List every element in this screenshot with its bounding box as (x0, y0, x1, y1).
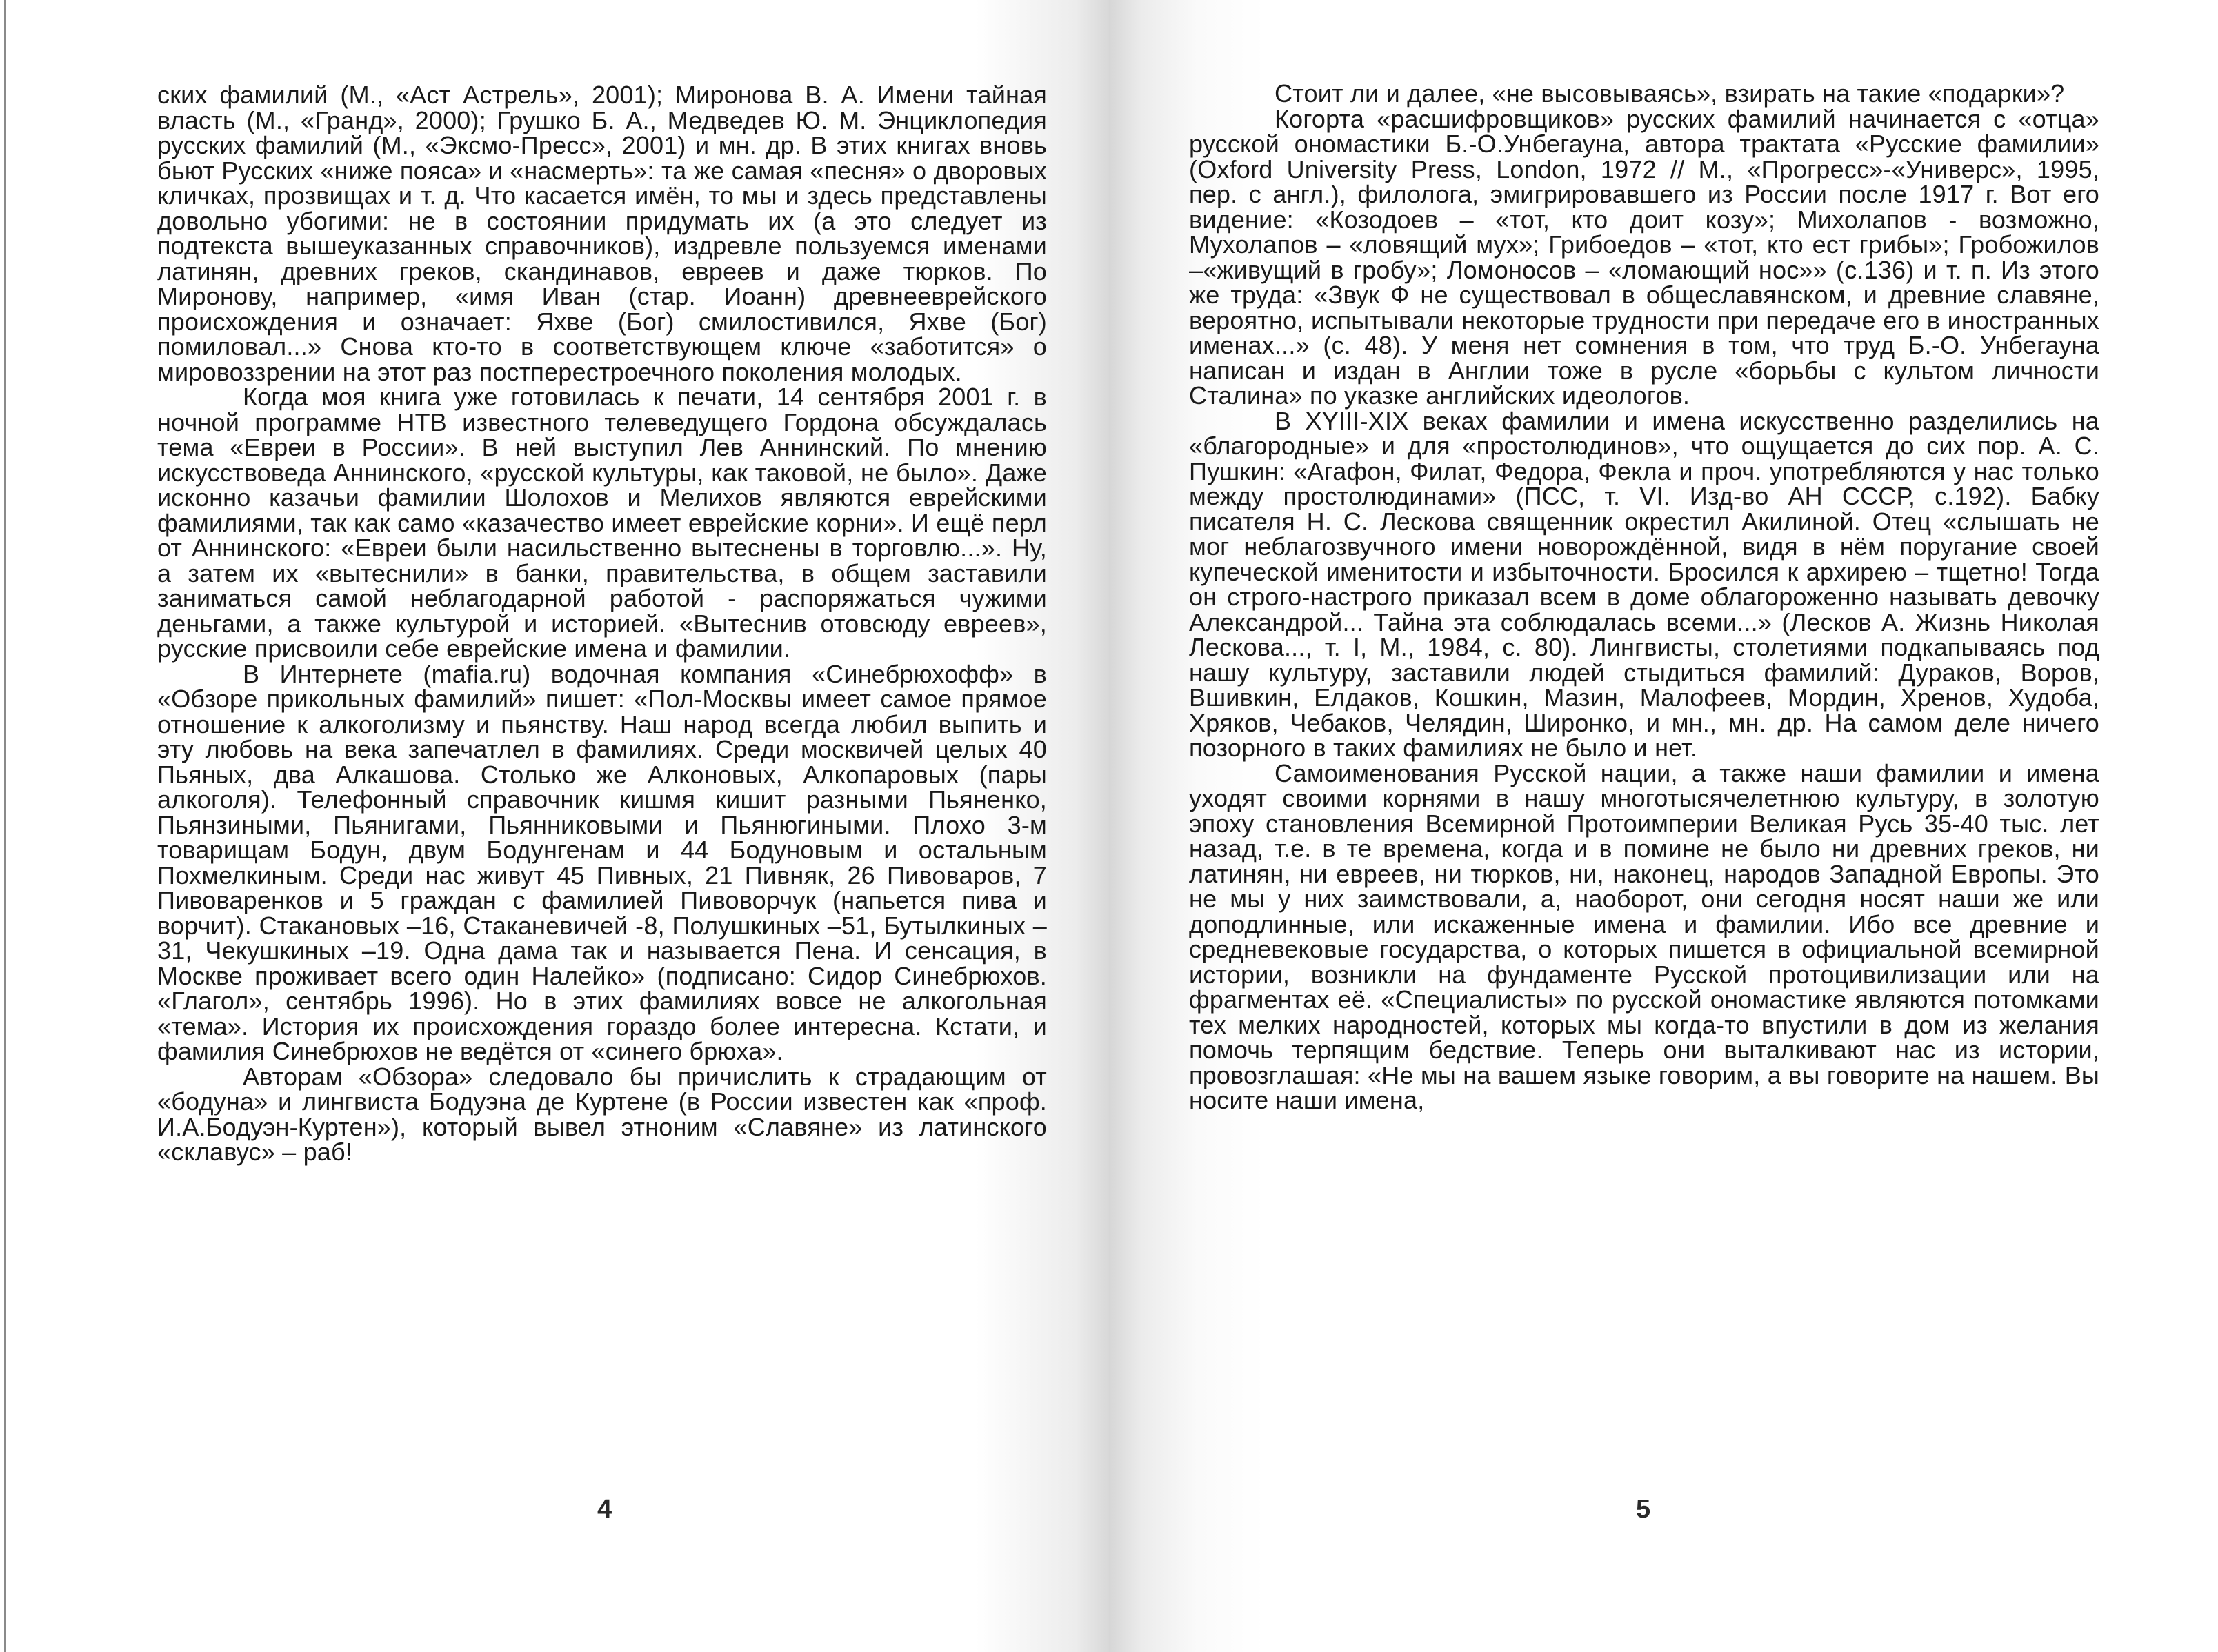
paragraph: ских фамилий (М., «Аст Астрель», 2001); Миронова В. А. Имени тайная власть (М., «Гранд», 2000); Грушко Б. А., Медведев Ю. М. Энциклопедия русских фамилий (М., «Эксмо-Пресс», 2001) и мн. др. В этих книгах вновь бьют Русских «ниже пояса» и «насмерть»: та же самая «песня» о дворовых кличках, прозвищах и т. д. Что касается имён, то мы и здесь представлены довольно убогими: не в состоянии придумать их (а это следует из подтекста вышеуказанных справочников), издревле пользуемся именами латинян, древних греков, скандинавов, евреев и даже тюрков. По Миронову, например, «имя Иван (стар. Иоанн) древнееврейского происхождения и означает: Яхве (Бог) смилостивился, Яхве (Бог) помиловал...» Снова кто-то в соответствующем ключе «заботится» о мировоззрении на этот раз постперестроечного поколения молодых. (157, 81, 1047, 386)
page-number: 4 (597, 1495, 612, 1524)
page-number: 5 (1636, 1495, 1651, 1524)
paragraph: Когда моя книга уже готовилась к печати, 14 сентября 2001 г. в ночной программе НТВ известного телеведущего Гордона обсуждалась тема «Евреи в России». В ней выступил Лев Аннинский. По мнению искусствоведа Аннинского, «русской культуры, как таковой, не было». Даже исконно казачьи фамилии Шолохов и Мелихов являются еврейскими фамилиями, так как само «казачество имеет еврейские корни». И ещё перл от Аннинского: «Евреи были насильственно вытеснены в торговлю...». Ну, а затем их «вытеснили» в банки, правительства, в общем заставили заниматься самой неблагодарной работой - распоряжаться чужими деньгами, а также культурой и историей. «Вытеснив отовсюду евреев», русские присвоили себе еврейские имена и фамилии. (157, 383, 1047, 663)
page-edge-line (4, 0, 6, 1652)
paragraph: Авторам «Обзора» следовало бы причислить к страдающим от «бодуна» и лингвиста Бодуэна де Куртене (в России известен как «проф. И.А.Бодуэн-Куртен»), который вывел этноним «Славяне» из латинского «склавус» – раб! (157, 1062, 1047, 1166)
paragraph: Когорта «расшифровщиков» русских фамилий начинается с «отца» русской ономастики Б.-О.Унбегауна, автора трактата «Русские фамилии» (Oxford University Press, London, 1972 // М., «Прогресс»-«Универс», 1995, пер. с англ.), филолога, эмигрировавшего из России после 1917 г. Вот его видение: «Козодоев – «тот, кто доит козу»; Михолапов - возможно, Мухолапов – «ловящий мух»; Грибоедов – «тот, кто ест грибы»; Гробожилов –«живущий в гробу»; Ломоносов – «ломающий нос»» (с.136) и т. п. Из этого же труда: «Звук Ф не существовал в общеславянском, и древние славяне, вероятно, испытывали некоторые трудности при передаче его в иностранных именах...» (с. 48). У меня нет сомнения в том, что труд Б.-О. Унбегауна написан и издан в Англии тоже в русле «борьбы с культом личности Сталина» по указке английских идеологов. (1189, 104, 2099, 410)
paragraph: В Интернете (mafia.ru) водочная компания «Синебрюхофф» в «Обзоре прикольных фамилий» пишет: «Пол-Москвы имеет самое прямое отношение к алкоголизму и пьянству. Наш народ всегда любил выпить и эту любовь на века запечатлел в фамилиях. Среди москвичей целых 40 Пьяных, два Алкашова. Столько же Алконовых, Алкопаровых (пары алкоголя). Телефонный справочник кишмя кишит разными Пьяненко, Пьянзиными, Пьянигами, Пьянниковыми и Пьянюгиными. Плохо 3-м товарищам Бодун, двум Бодунгенам и 44 Бодуновым и остальным Похмелкиным. Среди нас живут 45 Пивных, 21 Пивняк, 26 Пивоваров, 7 Пивоваренков и 5 граждан с фамилией Пивоворчук (напьется пива и ворчит). Стакановых –16, Стаканевичей -8, Полушкиных –51, Бутылкиных –31, Чекушкиных –19. Одна дама так и называется Пена. И сенсация, в Москве проживает всего один Налейко» (подписано: Сидор Синебрюхов. «Глагол», сентябрь 1996). Но в этих фамилиях вовсе не алкогольная «тема». История их происхождения гораздо более интересна. Кстати, и фамилия Синебрюхов не ведётся от «синего брюха». (157, 659, 1047, 1065)
paragraph: Стоит ли и далее, «не высовываясь», взирать на такие «подарки»? (1275, 79, 2065, 108)
right-page (1109, 0, 2218, 1652)
paragraph: Самоименования Русской нации, а также наши фамилии и имена уходят своими корнями в нашу многотысячелетнюю культуру, в золотую эпоху становления Всемирной Протоимперии Великая Русь 35-40 тыс. лет назад, т.е. в те времена, когда и в помине не было ни древних греков, ни латинян, ни евреев, ни тюрков, ни, наконец, народов Западной Европы. Это не мы у них заимствовали, а, наоборот, они сегодня носят наши же или доподлинные, или искаженные имена и фамилии. Ибо все древние и средневековые государства, о которых пишется в официальной всемирной истории, возникли на фундаменте Русской протоцивилизации или на фрагментах её. «Специалисты» по русской ономастике являются потомками тех мелких народностей, которых мы когда-то впустили в дом из желания помочь терпящим бедствие. Теперь они выталкивают нас из истории, провозглашая: «Не мы на вашем языке говорим, а вы говорите на нашем. Вы носите наши имена, (1189, 758, 2099, 1114)
paragraph: В XYIII-XIX веках фамилии и имена искусственно разделились на «благородные» и для «простолюдинов», что ощущается до сих пор. А. С. Пушкин: «Агафон, Филат, Федора, Фекла и проч. употребляются у нас только между простолюдинами» (ПСС, т. VI. Изд-во АН СССР, с.192). Бабку писателя Н. С. Лескова священник окрестил Акилиной. Отец «слышать не мог неблагозвучного имени новорождённой, видя в нём поругание своей купеческой именитости и избыточности. Бросился к архирею – тщетно! Тогда он строго-настрого приказал всем в доме облагороженно называть девочку Александрой... Тайна эта соблюдалась всеми...» (Лесков А. Жизнь Николая Лескова..., т. I, М., 1984, с. 80). Лингвисты, столетиями подкапываясь под нашу культуру, заставили людей стыдиться фамилий: Дураков, Воров, Вшивкин, Елдаков, Кошкин, Мазин, Малофеев, Мордин, Хренов, Худоба, Хряков, Чебаков, Челядин, Широнко, и мн., мн. др. На самом деле ничего позорного в таких фамилиях не было и нет. (1189, 406, 2099, 762)
left-page-text (157, 83, 1047, 1165)
right-page-text (1189, 81, 2099, 1114)
